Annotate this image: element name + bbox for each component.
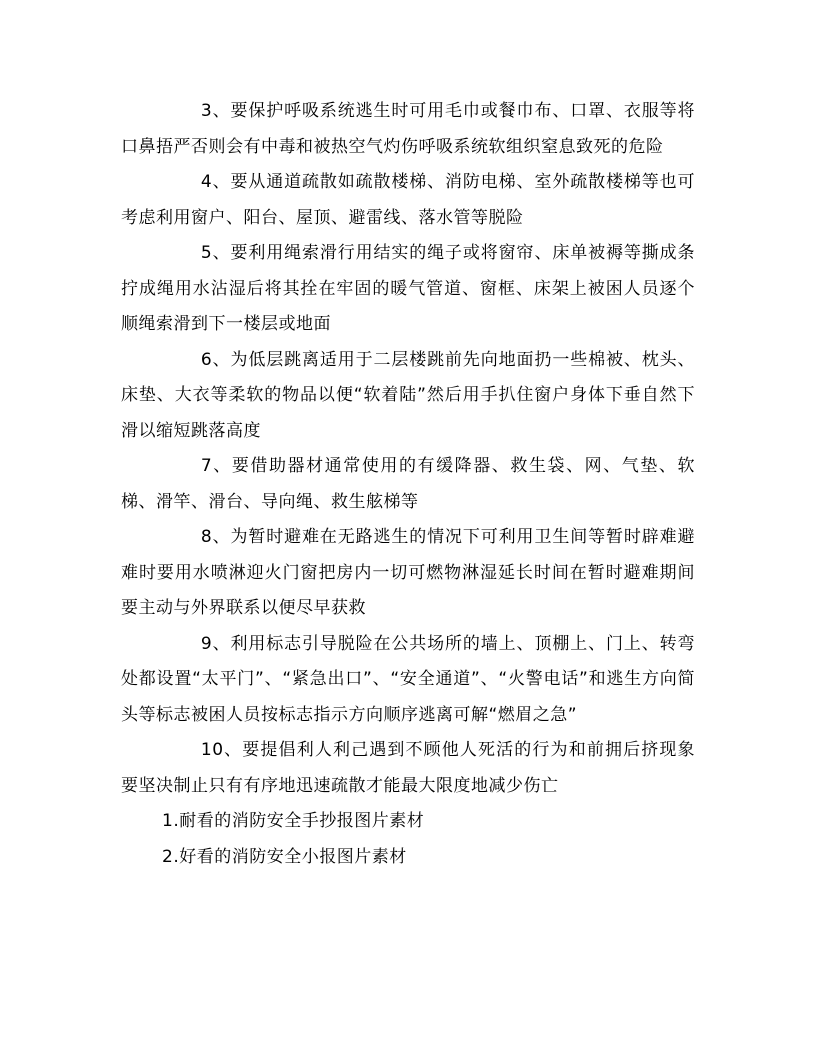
paragraph-item-10: 10、要提倡利人利己遇到不顾他人死活的行为和前拥后挤现象要坚决制止只有有序地迅速疏散才能最大限度地减少伤亡 (121, 740, 695, 796)
paragraph-item-3: 3、要保护呼吸系统逃生时可用毛巾或餐巾布、口罩、衣服等将口鼻捂严否则会有中毒和被热空气灼伤呼吸系统软组织窒息致死的危险 (121, 101, 695, 157)
related-link-2[interactable]: 2.好看的消防安全小报图片素材 (162, 846, 407, 867)
paragraph-item-7: 7、要借助器材通常使用的有缓降器、救生袋、网、气垫、软梯、滑竿、滑台、导向绳、救生舷梯等 (121, 456, 695, 512)
related-link-1[interactable]: 1.耐看的消防安全手抄报图片素材 (162, 811, 425, 831)
paragraph-item-4: 4、要从通道疏散如疏散楼梯、消防电梯、室外疏散楼梯等也可考虑利用窗户、阳台、屋顶、避雷线、落水管等脱险 (121, 172, 695, 228)
paragraph-item-8: 8、为暂时避难在无路逃生的情况下可利用卫生间等暂时辟难避难时要用水喷淋迎火门窗把房内一切可燃物淋湿延长时间在暂时避难期间要主动与外界联系以便尽早获救 (121, 527, 695, 618)
document-body (121, 94, 695, 875)
related-links-list (121, 804, 695, 875)
paragraph-item-5: 5、要利用绳索滑行用结实的绳子或将窗帘、床单被褥等撕成条拧成绳用水沾湿后将其拴在牢固的暖气管道、窗框、床架上被困人员逐个顺绳索滑到下一楼层或地面 (121, 243, 695, 334)
paragraph-item-9: 9、利用标志引导脱险在公共场所的墙上、顶棚上、门上、转弯处都设置“太平门”、“紧急出口”、“安全通道”、“火警电话”和逃生方向简头等标志被困人员按标志指示方向顺序逃离可解“燃眉之急” (121, 633, 695, 725)
paragraph-item-6: 6、为低层跳离适用于二层楼跳前先向地面扔一些棉被、枕头、床垫、大衣等柔软的物品以便“软着陆”然后用手扒住窗户身体下垂自然下滑以缩短跳落高度 (121, 349, 695, 441)
